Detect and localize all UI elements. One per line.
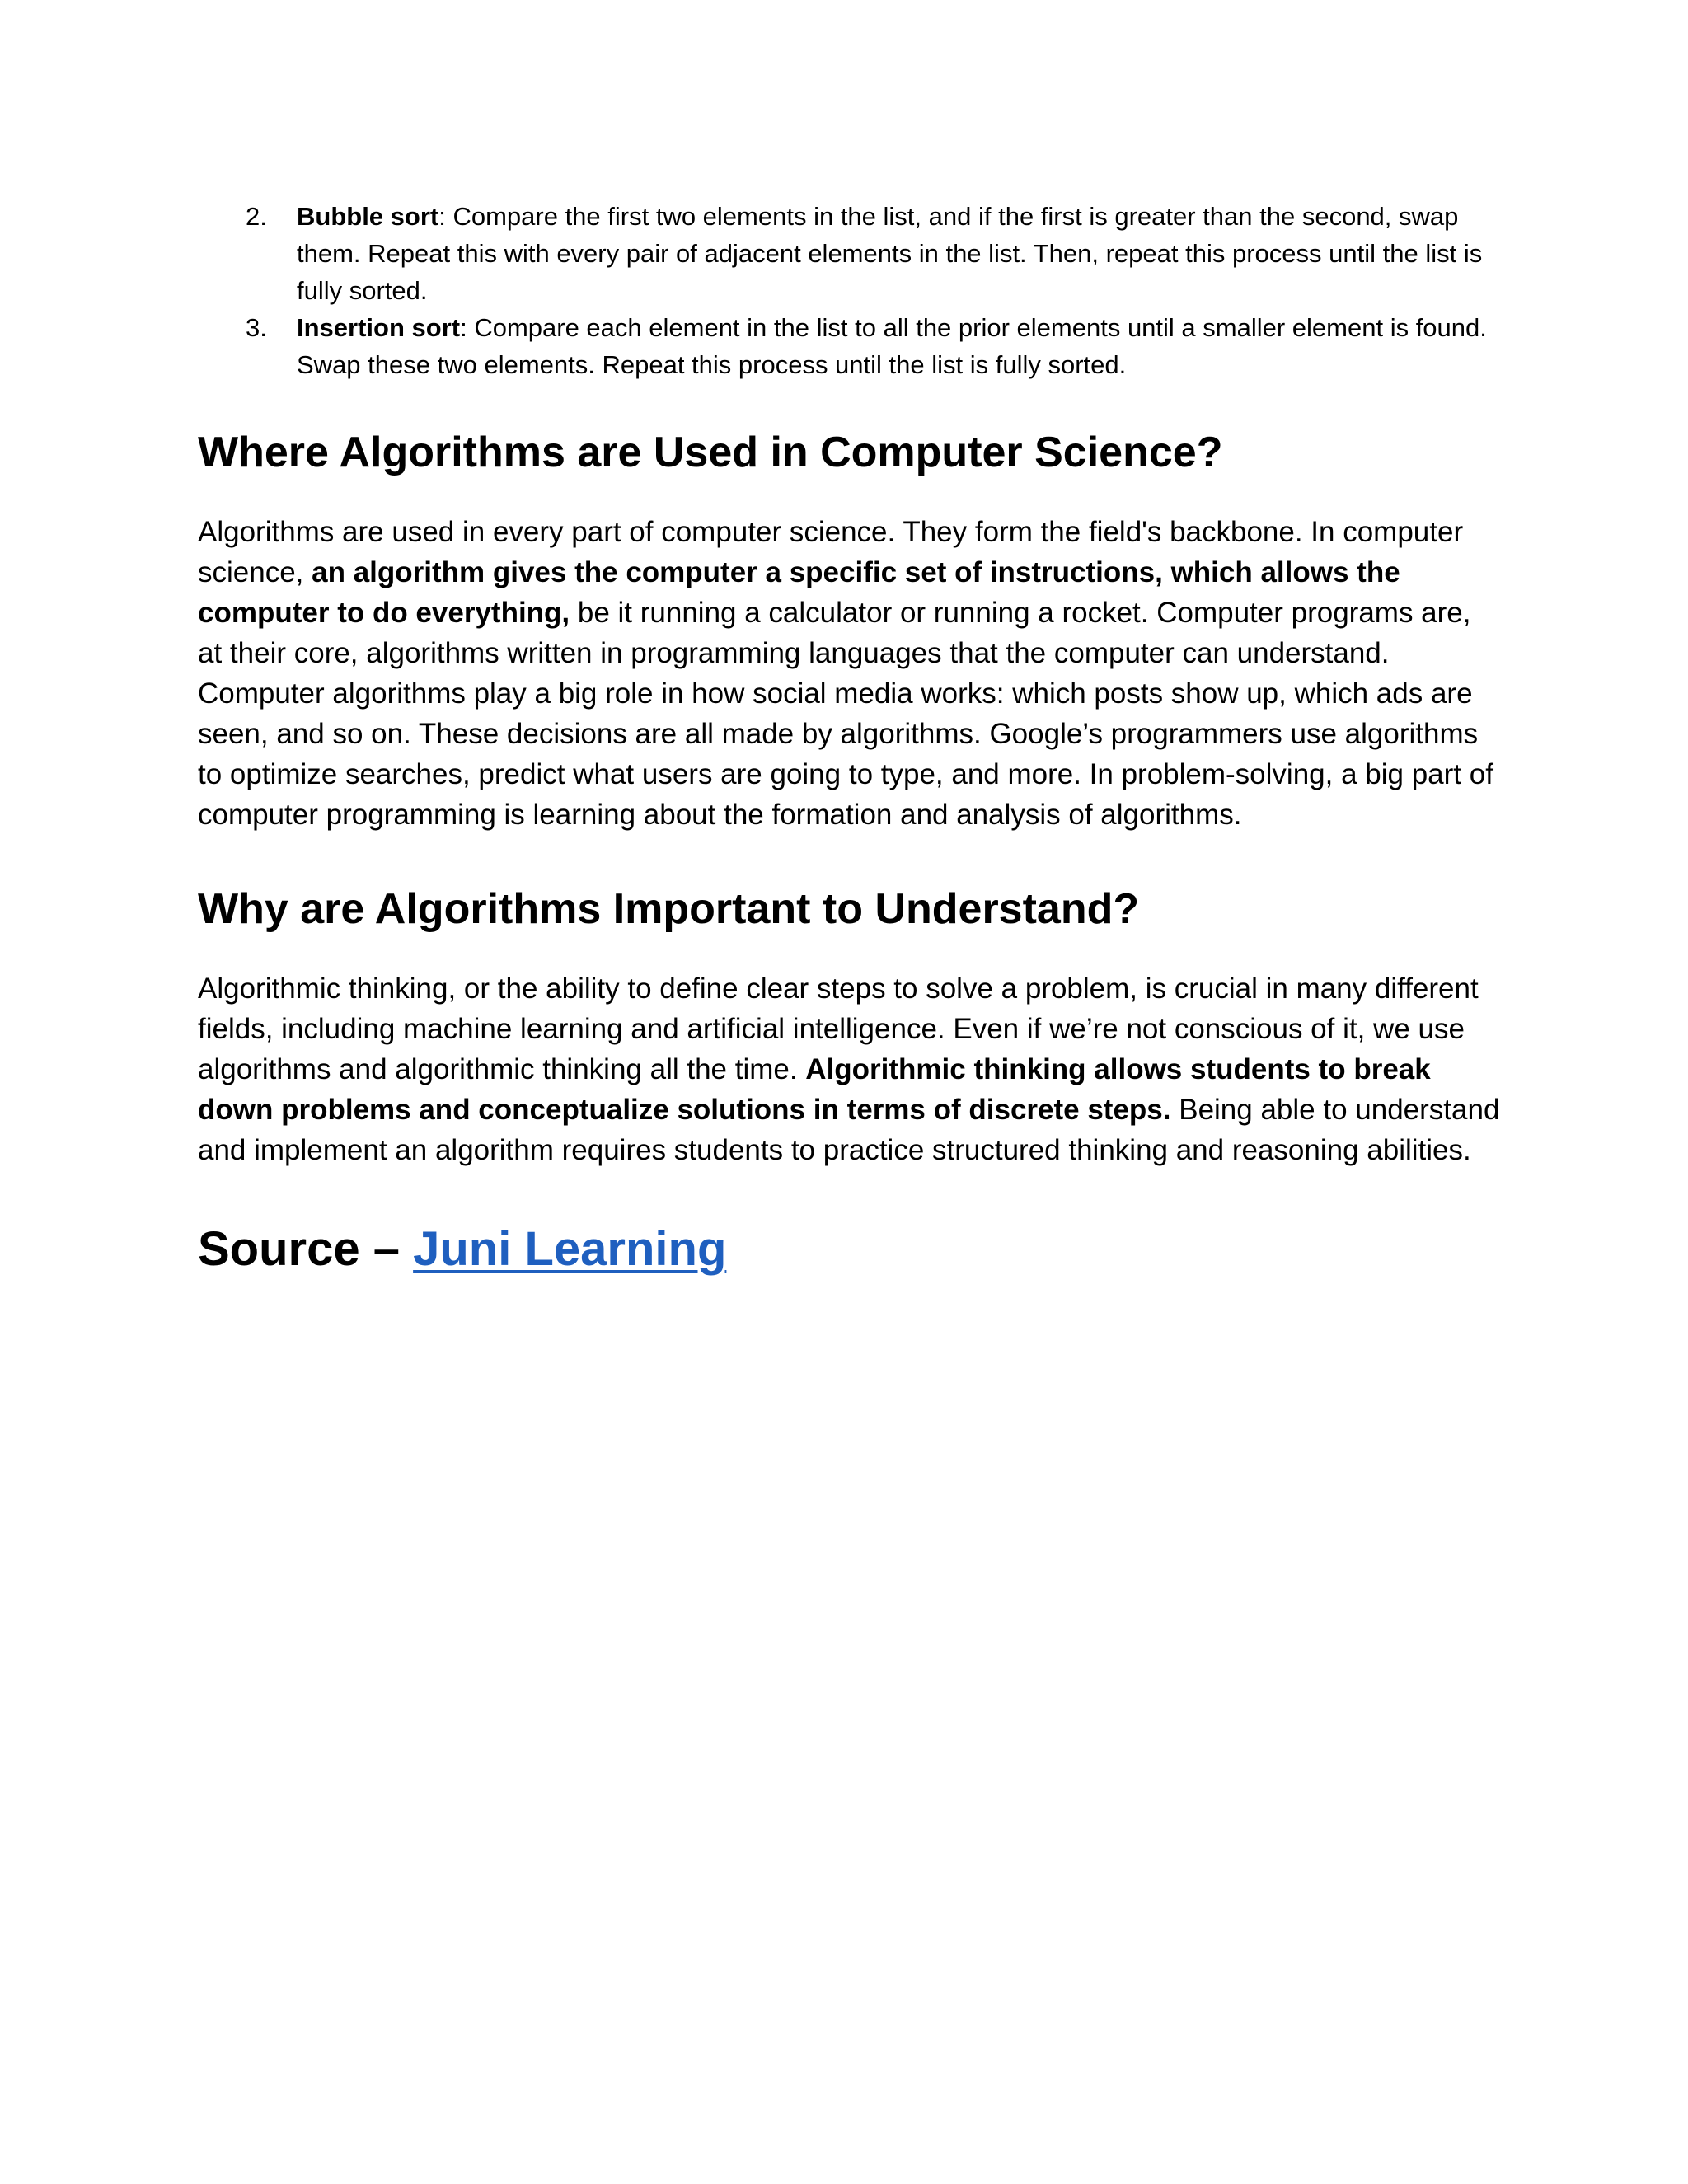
list-item-insertion-sort xyxy=(198,309,1500,383)
section-paragraph-why xyxy=(198,968,1500,1170)
paragraph-bold-text: an algorithm gives the computer a specific set of instructions, which allows the computer to do everything, xyxy=(198,556,1400,629)
paragraph-text: Algorithms are used in every part of computer science. They form the field's backbone. In computer science, xyxy=(198,516,1464,588)
paragraph-text: Being able to understand and implement an algorithm requires students to practice structured thinking and reasoning abilities. xyxy=(198,1094,1500,1166)
paragraph-bold-text: Algorithmic thinking allows students to break down problems and conceptualize solutions in terms of discrete steps. xyxy=(198,1053,1431,1126)
section-heading-where: Where Algorithms are Used in Computer Science? xyxy=(198,429,1223,476)
source-line xyxy=(198,1220,1500,1279)
source-link[interactable]: Juni Learning xyxy=(413,1222,727,1276)
list-item-term: Insertion sort xyxy=(297,313,461,342)
paragraph-text: be it running a calculator or running a rocket. Computer programs are, at their core, algorithms written in programming languages that the computer can understand. Computer algorithms play a big role in how social media works: which posts show up, which ads are seen, and so on. These decisions are all made by algorithms. Google’s programmers use algorithms to optimize searches, predict what users are going to type, and more. In problem-solving, a big part of computer programming is learning about the formation and analysis of algorithms. xyxy=(198,597,1493,831)
sorting-algorithms-list xyxy=(198,198,1500,383)
list-item-number: 3. xyxy=(246,313,267,342)
list-item-text: : Compare the first two elements in the list, and if the first is greater than the second, swap them. Repeat this with every pair of adjacent elements in the list. Then, repeat this process until the list is fully sorted. xyxy=(297,202,1483,305)
list-item-bubble-sort xyxy=(198,198,1500,309)
list-item-term: Bubble sort xyxy=(297,202,439,231)
list-item-number: 2. xyxy=(246,202,267,231)
section-paragraph-where xyxy=(198,512,1500,835)
source-label: Source – xyxy=(198,1222,414,1276)
document-page xyxy=(198,198,1500,1279)
section-heading-why: Why are Algorithms Important to Understand? xyxy=(198,885,1140,933)
list-item-text: : Compare each element in the list to all the prior elements until a smaller element is found. Swap these two elements. Repeat this process until the list is fully sorted. xyxy=(297,313,1487,379)
paragraph-text: Algorithmic thinking, or the ability to define clear steps to solve a problem, is crucial in many different fields, including machine learning and artificial intelligence. Even if we’re not conscious of it, we use algorithms and algorithmic thinking all the time. xyxy=(198,972,1479,1085)
